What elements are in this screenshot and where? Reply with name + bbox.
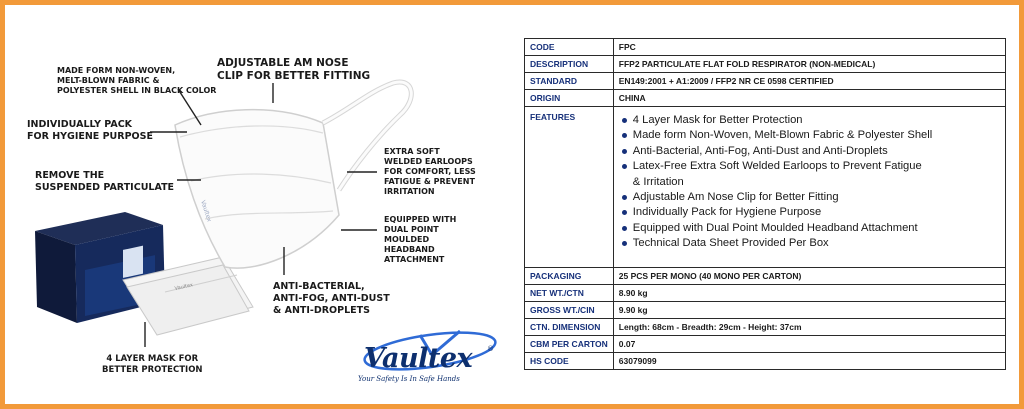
value-cbm: 0.07 bbox=[613, 336, 1005, 353]
value-hs-code: 63079099 bbox=[613, 353, 1005, 370]
row-standard bbox=[525, 73, 1006, 90]
logo-registered-mark: ® bbox=[487, 345, 494, 353]
label-cbm: CBM PER CARTON bbox=[525, 336, 614, 353]
feature-item: Made form Non-Woven, Melt-Blown Fabric & Polyester Shell bbox=[633, 128, 1000, 143]
feature-item: Individually Pack for Hygiene Purpose bbox=[633, 205, 1000, 220]
value-description: FFP2 PARTICULATE FLAT FOLD RESPIRATOR (NON-MEDICAL) bbox=[613, 56, 1005, 73]
callout-headband: EQUIPPED WITH DUAL POINT MOULDED HEADBAND ATTACHMENT bbox=[384, 215, 457, 264]
callout-nose-clip: ADJUSTABLE AM NOSE CLIP FOR BETTER FITTING bbox=[217, 57, 371, 83]
callout-individual-pack: INDIVIDUALLY PACK FOR HYGIENE PURPOSE bbox=[27, 119, 153, 142]
spec-table bbox=[524, 38, 1006, 370]
row-cbm bbox=[525, 336, 1006, 353]
feature-item: Latex-Free Extra Soft Welded Earloops to Prevent Fatigue & Irritation bbox=[633, 159, 1000, 190]
value-net-weight: 8.90 kg bbox=[613, 285, 1005, 302]
label-ctn-dimension: CTN. DIMENSION bbox=[525, 319, 614, 336]
mask-3d bbox=[175, 82, 411, 268]
label-gross-weight: GROSS WT./CIN bbox=[525, 302, 614, 319]
value-packaging: 25 PCS PER MONO (40 MONO PER CARTON) bbox=[613, 268, 1005, 285]
row-gross-weight bbox=[525, 302, 1006, 319]
value-features bbox=[613, 107, 1005, 268]
row-net-weight bbox=[525, 285, 1006, 302]
callout-remove-particulate: REMOVE THE SUSPENDED PARTICULATE bbox=[35, 170, 175, 193]
logo-tagline: Your Safety Is In Safe Hands bbox=[358, 375, 460, 383]
callout-layers: 4 LAYER MASK FOR BETTER PROTECTION bbox=[102, 354, 203, 375]
label-origin: ORIGIN bbox=[525, 90, 614, 107]
row-ctn-dimension bbox=[525, 319, 1006, 336]
label-code: CODE bbox=[525, 39, 614, 56]
row-origin bbox=[525, 90, 1006, 107]
label-net-weight: NET WT./CTN bbox=[525, 285, 614, 302]
feature-item: Adjustable Am Nose Clip for Better Fitting bbox=[633, 190, 1000, 205]
spec-sheet-frame bbox=[5, 5, 1019, 404]
row-features bbox=[525, 107, 1006, 268]
brand-logo bbox=[350, 325, 500, 387]
label-standard: STANDARD bbox=[525, 73, 614, 90]
feature-item: Anti-Bacterial, Anti-Fog, Anti-Dust and Anti-Droplets bbox=[633, 144, 1000, 159]
label-packaging: PACKAGING bbox=[525, 268, 614, 285]
logo-wordmark: Vaultex bbox=[364, 343, 473, 374]
features-list bbox=[619, 113, 1000, 252]
value-gross-weight: 9.90 kg bbox=[613, 302, 1005, 319]
row-description bbox=[525, 56, 1006, 73]
callout-earloops: EXTRA SOFT WELDED EARLOOPS FOR COMFORT, LESS FATIGUE & PREVENT IRRITATION bbox=[384, 147, 476, 196]
callout-material: MADE FORM NON-WOVEN, MELT-BLOWN FABRIC & POLYESTER SHELL IN BLACK COLOR bbox=[57, 66, 217, 95]
svg-text:Vaultex: Vaultex bbox=[199, 199, 213, 223]
value-origin: CHINA bbox=[613, 90, 1005, 107]
svg-text:Vaultex: Vaultex bbox=[174, 282, 194, 292]
label-description: DESCRIPTION bbox=[525, 56, 614, 73]
row-code bbox=[525, 39, 1006, 56]
label-features: FEATURES bbox=[525, 107, 614, 268]
feature-item: 4 Layer Mask for Better Protection bbox=[633, 113, 1000, 128]
feature-item: Technical Data Sheet Provided Per Box bbox=[633, 236, 1000, 251]
value-standard: EN149:2001 + A1:2009 / FFP2 NR CE 0598 CERTIFIED bbox=[613, 73, 1005, 90]
callout-anti: ANTI-BACTERIAL, ANTI-FOG, ANTI-DUST & ANTI-DROPLETS bbox=[273, 281, 390, 316]
feature-item: Equipped with Dual Point Moulded Headband Attachment bbox=[633, 221, 1000, 236]
value-ctn-dimension: Length: 68cm - Breadth: 29cm - Height: 37cm bbox=[613, 319, 1005, 336]
value-code: FPC bbox=[613, 39, 1005, 56]
label-hs-code: HS CODE bbox=[525, 353, 614, 370]
row-packaging bbox=[525, 268, 1006, 285]
row-hs-code bbox=[525, 353, 1006, 370]
